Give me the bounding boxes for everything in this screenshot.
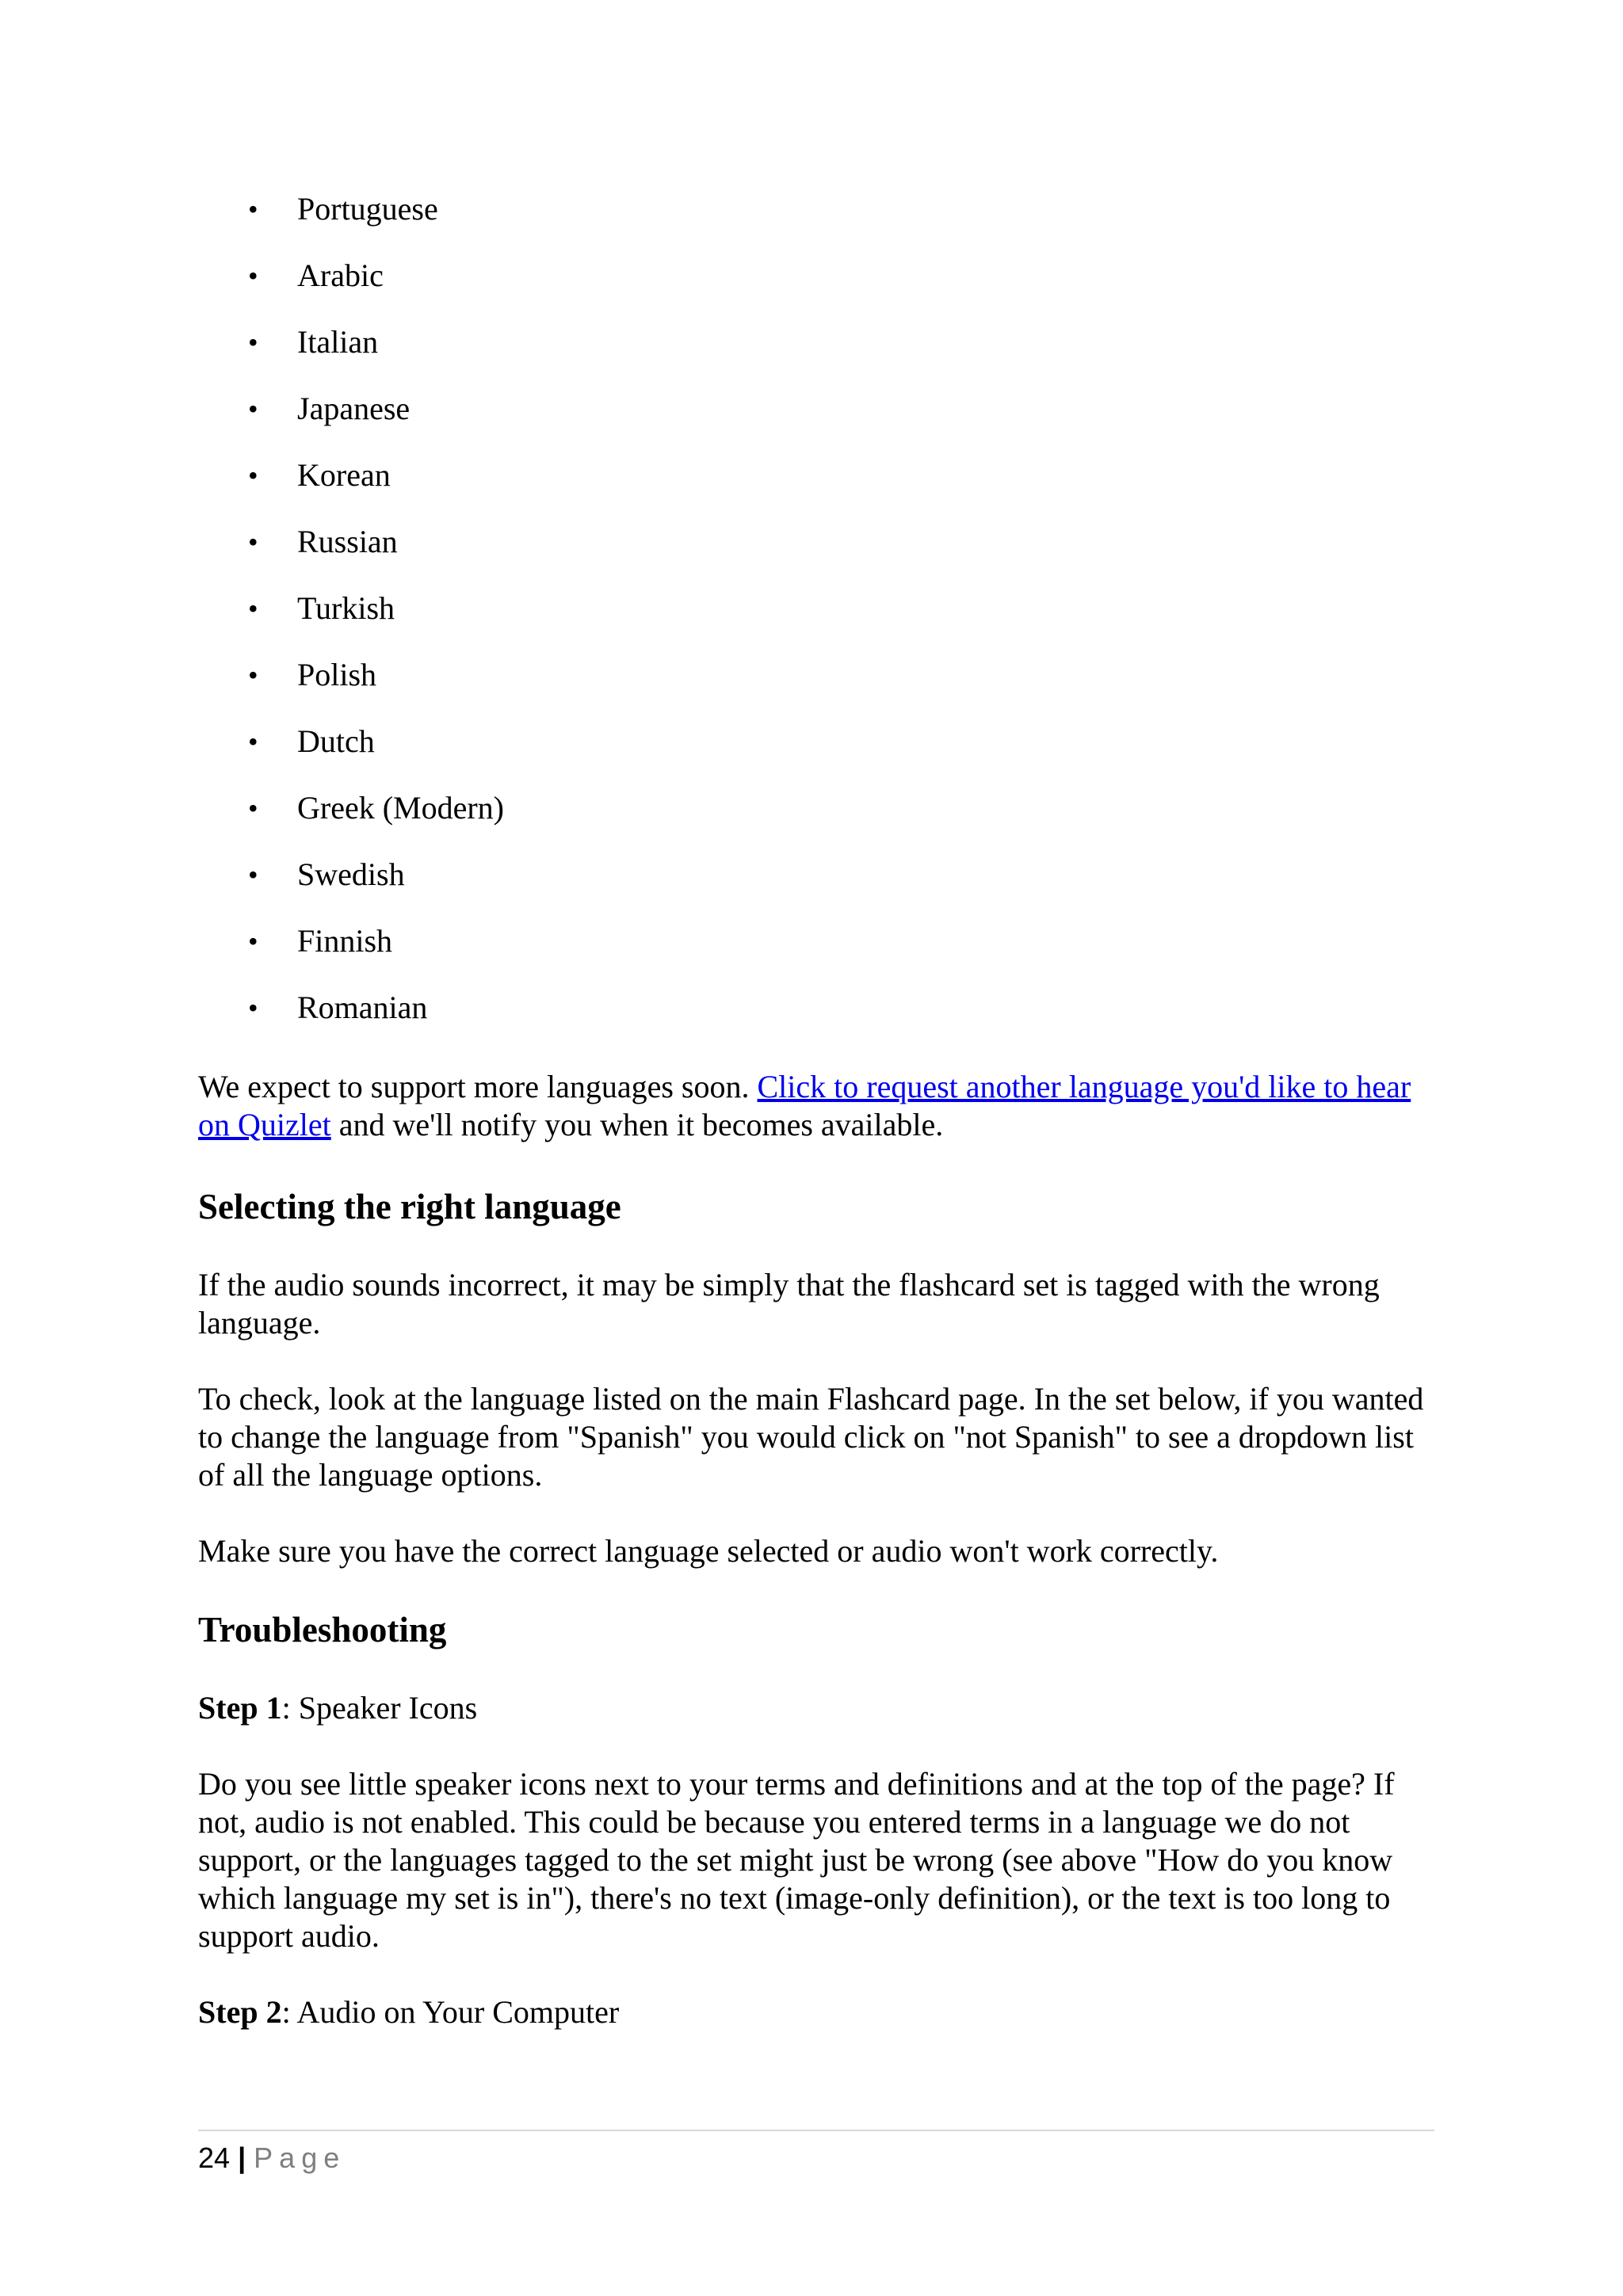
- list-item: [198, 989, 1434, 1027]
- bullet-icon: •: [248, 792, 258, 824]
- language-name: Russian: [297, 524, 398, 559]
- selecting-paragraph-3: Make sure you have the correct language selected or audio won't work correctly.: [198, 1533, 1219, 1569]
- footer-page-label: [198, 2141, 1434, 2176]
- list-item: [198, 190, 1434, 228]
- bullet-icon: •: [248, 659, 258, 691]
- bullet-icon: •: [248, 393, 258, 425]
- bullet-icon: •: [248, 326, 258, 358]
- language-name: Dutch: [297, 723, 375, 759]
- bullet-icon: •: [248, 992, 258, 1024]
- request-language-link[interactable]: Click to request another language you'd like to hear on Quizlet: [198, 1069, 1411, 1142]
- step-1-title: [198, 1689, 1434, 1727]
- list-item: [198, 656, 1434, 694]
- list-item: [198, 856, 1434, 894]
- step-2-title-text: : Audio on Your Computer: [281, 1994, 620, 2030]
- step-2-title: [198, 1993, 1434, 2031]
- list-item: [198, 390, 1434, 428]
- bullet-icon: •: [248, 859, 258, 891]
- support-tail-text: and we'll notify you when it becomes available.: [330, 1107, 944, 1142]
- language-name: Turkish: [297, 590, 395, 626]
- support-lead-text: We expect to support more languages soon.: [198, 1069, 758, 1104]
- list-item: [198, 922, 1434, 960]
- bullet-icon: •: [248, 526, 258, 558]
- list-item: [198, 323, 1434, 361]
- bullet-icon: •: [248, 260, 258, 292]
- list-item: [198, 789, 1434, 827]
- step-2-label: Step 2: [198, 1994, 282, 2030]
- language-name: Finnish: [297, 923, 393, 959]
- list-item: [198, 257, 1434, 295]
- language-name: Polish: [297, 657, 377, 692]
- bullet-icon: •: [248, 726, 258, 757]
- language-list: [198, 190, 1434, 1027]
- page-word: Page: [254, 2142, 346, 2174]
- list-item: [198, 723, 1434, 761]
- bullet-icon: •: [248, 593, 258, 624]
- selecting-paragraph-2: To check, look at the language listed on the main Flashcard page. In the set below, if you wanted to change the language from "Spanish" you would click on "not Spanish" to see a dropdown list of all the language options.: [198, 1381, 1424, 1493]
- page-footer: [198, 2130, 1434, 2176]
- footer-divider: [198, 2130, 1434, 2131]
- bullet-icon: •: [248, 460, 258, 491]
- bullet-icon: •: [248, 925, 258, 957]
- list-item: [198, 589, 1434, 627]
- language-name: Arabic: [297, 257, 384, 293]
- language-name: Romanian: [297, 990, 428, 1025]
- selecting-heading: Selecting the right language: [198, 1187, 621, 1226]
- language-name: Portuguese: [297, 191, 438, 227]
- troubleshooting-heading: Troubleshooting: [198, 1610, 447, 1650]
- language-name: Japanese: [297, 391, 411, 426]
- language-name: Greek (Modern): [297, 790, 504, 826]
- page-content: [198, 190, 1434, 2069]
- step-1-title-text: : Speaker Icons: [281, 1690, 478, 1726]
- list-item: [198, 523, 1434, 561]
- language-name: Korean: [297, 457, 391, 493]
- list-item: [198, 456, 1434, 494]
- language-name: Swedish: [297, 856, 405, 892]
- step-1-paragraph: Do you see little speaker icons next to your terms and definitions and at the top of the page? If not, audio is not enabled. This could be because you entered terms in a language we do not support, or the languages tagged to the set might just be wrong (see above "How do you know which language my set is in"), there's no text (image-only definition), or the text is too long to support audio.: [198, 1766, 1395, 1954]
- step-1-label: Step 1: [198, 1690, 282, 1726]
- bullet-icon: •: [248, 193, 258, 225]
- language-name: Italian: [297, 324, 379, 360]
- selecting-paragraph-1: If the audio sounds incorrect, it may be simply that the flashcard set is tagged with the wrong language.: [198, 1267, 1380, 1341]
- footer-separator: |: [238, 2142, 246, 2174]
- page-number: 24: [198, 2142, 231, 2174]
- support-paragraph: [198, 1068, 1434, 1144]
